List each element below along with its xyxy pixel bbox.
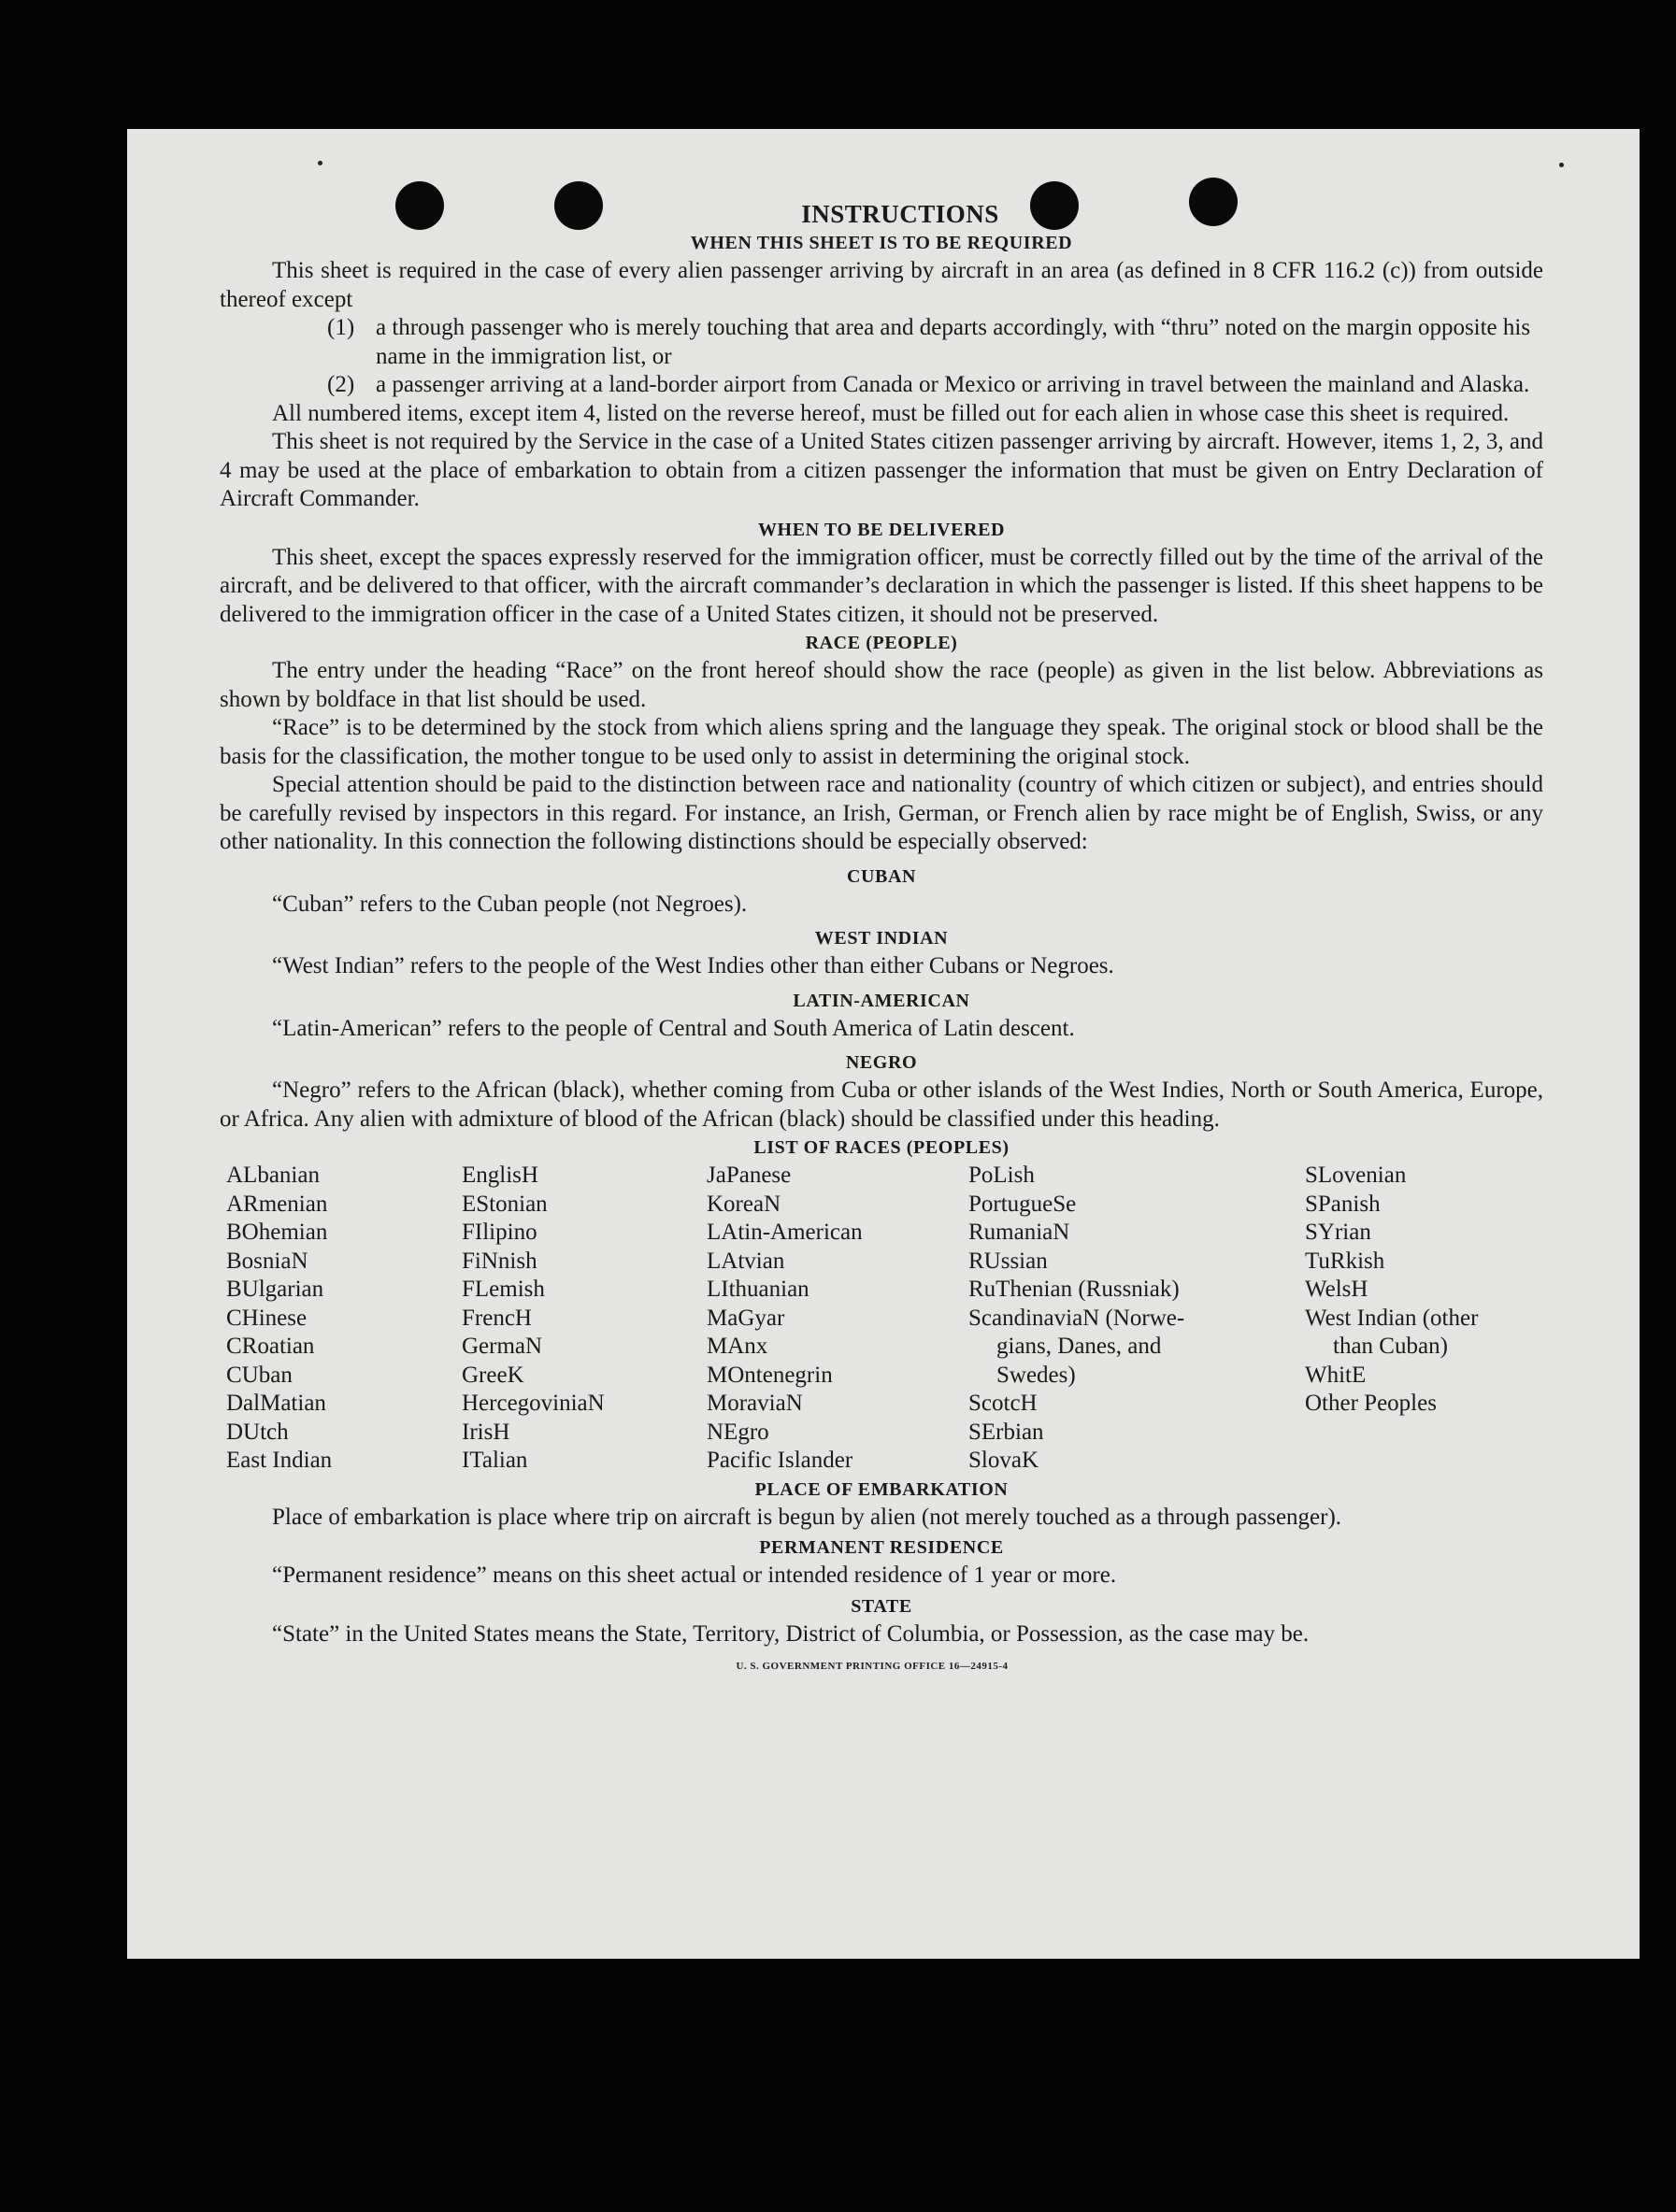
instructions-content xyxy=(220,199,1543,1681)
paragraph: “Latin-American” refers to the people of Central and South America of Latin descent. xyxy=(272,1015,1075,1041)
race-item: PoLish xyxy=(968,1163,1035,1188)
race-item: WhitE xyxy=(1305,1362,1367,1388)
race-item: NEgro xyxy=(707,1419,769,1445)
race-item: LAtin-American xyxy=(707,1220,863,1245)
race-item: EnglisH xyxy=(462,1163,538,1188)
section-heading: STATE xyxy=(851,1595,912,1617)
paragraph: “Cuban” refers to the Cuban people (not Negroes). xyxy=(272,891,748,917)
race-item: RUssian xyxy=(968,1248,1048,1274)
race-item: FLemish xyxy=(462,1277,545,1302)
race-item: FIlipino xyxy=(462,1220,537,1245)
race-item: GermaN xyxy=(462,1334,543,1359)
paragraph: All numbered items, except item 4, listed on the reverse hereof, must be filled out for each alien in whose case this sheet is required. xyxy=(272,400,1510,426)
race-item: JaPanese xyxy=(707,1163,792,1188)
item-number: (1) xyxy=(327,315,355,340)
speck xyxy=(1559,163,1564,167)
page-title: INSTRUCTIONS xyxy=(801,200,999,228)
section-heading: NEGRO xyxy=(845,1052,918,1073)
race-item: KoreaN xyxy=(707,1191,781,1217)
paragraph: “West Indian” refers to the people of the West Indies other than either Cubans or Negroes. xyxy=(272,953,1114,978)
race-item-continued: Swedes) xyxy=(996,1362,1076,1388)
paragraph: “State” in the United States means the State, Territory, District of Columbia, or Possession, as the case may be. xyxy=(272,1620,1310,1647)
item-text: a passenger arriving at a land-border airport from Canada or Mexico or arriving in travel between the mainland and Alaska. xyxy=(376,372,1530,397)
paragraph: This sheet, except the spaces expressly reserved for the immigration officer, must be correctly filled out by the time of the arrival of the aircraft, and be delivered to that officer, with the aircraft commander’s declaration in which the passenger is listed. If this sheet happens to be delivered to the immigration officer in the case of a United States citizen, it should not be preserved. xyxy=(220,544,1543,627)
race-item: East Indian xyxy=(226,1448,333,1473)
race-item: West Indian (other xyxy=(1305,1305,1479,1331)
section-heading: LIST OF RACES (PEOPLES) xyxy=(753,1137,1010,1158)
race-item: IrisH xyxy=(462,1419,510,1445)
race-item: BUlgarian xyxy=(226,1277,324,1302)
race-list xyxy=(226,1162,1543,1476)
paragraph: “Race” is to be determined by the stock from which aliens spring and the language they speak. The original stock or blood shall be the basis for the classification, the mother tongue to be used only to assist in determining the original stock. xyxy=(220,715,1543,769)
race-item: SErbian xyxy=(968,1419,1044,1445)
section-heading: PERMANENT RESIDENCE xyxy=(759,1537,1004,1558)
race-item: Other Peoples xyxy=(1305,1391,1437,1416)
race-item: RumaniaN xyxy=(968,1220,1070,1245)
paragraph: This sheet is not required by the Service in the case of a United States citizen passenger arriving by aircraft. However, items 1, 2, 3, and 4 may be used at the place of embarkation to obtain from a citizen passenger the information that must be given on Entry Declaration of Aircraft Commander. xyxy=(220,429,1543,511)
section-heading: WEST INDIAN xyxy=(814,928,949,949)
race-item: PortugueSe xyxy=(968,1191,1077,1217)
race-item-continued: than Cuban) xyxy=(1333,1334,1448,1359)
race-column xyxy=(462,1162,707,1476)
race-item: HercegoviniaN xyxy=(462,1391,605,1416)
race-item: ScandinaviaN (Norwe- xyxy=(968,1305,1185,1331)
race-item: BOhemian xyxy=(226,1220,328,1245)
item-number: (2) xyxy=(327,372,355,397)
list-item xyxy=(327,314,1543,371)
race-item: SlovaK xyxy=(968,1448,1039,1473)
paragraph: Place of embarkation is place where trip on aircraft is begun by alien (not merely touched as a through passenger). xyxy=(272,1504,1342,1530)
race-item: CUban xyxy=(226,1362,293,1388)
race-item: DUtch xyxy=(226,1419,289,1445)
race-item: WelsH xyxy=(1305,1277,1368,1302)
race-item: BosniaN xyxy=(226,1248,308,1274)
race-item: DalMatian xyxy=(226,1391,326,1416)
race-item: CRoatian xyxy=(226,1334,315,1359)
race-column xyxy=(968,1162,1305,1476)
section-heading: PLACE OF EMBARKATION xyxy=(754,1478,1009,1500)
race-item: FrencH xyxy=(462,1305,532,1331)
section-heading: WHEN TO BE DELIVERED xyxy=(757,519,1006,540)
race-item: ITalian xyxy=(462,1448,528,1473)
paragraph: “Permanent residence” means on this sheet actual or intended residence of 1 year or more. xyxy=(272,1563,1117,1588)
race-item: GreeK xyxy=(462,1362,524,1388)
race-item: SLovenian xyxy=(1305,1163,1407,1188)
race-item: MoraviaN xyxy=(707,1391,803,1416)
race-item: MAnx xyxy=(707,1334,768,1359)
race-item: LAtvian xyxy=(707,1248,785,1274)
race-item: SYrian xyxy=(1305,1220,1371,1245)
section-heading: RACE (PEOPLE) xyxy=(805,633,958,653)
race-item: CHinese xyxy=(226,1305,308,1331)
race-item: ScotcH xyxy=(968,1391,1038,1416)
document-page xyxy=(127,129,1640,1959)
race-item: MOntenegrin xyxy=(707,1362,833,1388)
paragraph: “Negro” refers to the African (black), whether coming from Cuba or other islands of the West Indies, North or South America, Europe, or Africa. Any alien with admixture of blood of the African (black) should be classified under this heading. xyxy=(220,1077,1543,1132)
race-item: FiNnish xyxy=(462,1248,537,1274)
race-column xyxy=(1305,1162,1539,1476)
race-column xyxy=(226,1162,462,1476)
race-item: SPanish xyxy=(1305,1191,1381,1217)
paragraph: The entry under the heading “Race” on the front hereof should show the race (people) as given in the list below. Abbreviations as shown by boldface in that list should be used. xyxy=(220,658,1543,712)
race-item: TuRkish xyxy=(1305,1248,1385,1274)
race-item: Pacific Islander xyxy=(707,1448,853,1473)
printer-imprint: U. S. GOVERNMENT PRINTING OFFICE 16—24915-4 xyxy=(736,1661,1009,1672)
list-item xyxy=(327,371,1543,400)
race-item: ALbanian xyxy=(226,1163,320,1188)
race-item-continued: gians, Danes, and xyxy=(996,1334,1162,1359)
paragraph: This sheet is required in the case of every alien passenger arriving by aircraft in an area (as defined in 8 CFR 116.2 (c)) from outside thereof except xyxy=(220,258,1543,312)
race-column xyxy=(707,1162,968,1476)
section-heading: WHEN THIS SHEET IS TO BE REQUIRED xyxy=(690,233,1073,253)
race-item: LIthuanian xyxy=(707,1277,809,1302)
race-item: RuThenian (Russniak) xyxy=(968,1277,1180,1302)
paragraph: Special attention should be paid to the distinction between race and nationality (country of which citizen or subject), and entries should be carefully revised by inspectors in this regard. For instance, an Irish, German, or French alien by race might be of English, Swiss, or any other nationality. In this connection the following distinctions should be especially observed: xyxy=(220,772,1543,854)
item-text: a through passenger who is merely touching that area and departs accordingly, with “thru” noted on the margin opposite his name in the immigration list, or xyxy=(376,315,1531,369)
race-item: MaGyar xyxy=(707,1305,785,1331)
section-heading: LATIN-AMERICAN xyxy=(793,990,970,1011)
speck xyxy=(318,161,322,165)
race-item: ARmenian xyxy=(226,1191,328,1217)
section-heading: CUBAN xyxy=(846,865,917,887)
race-item: EStonian xyxy=(462,1191,548,1217)
